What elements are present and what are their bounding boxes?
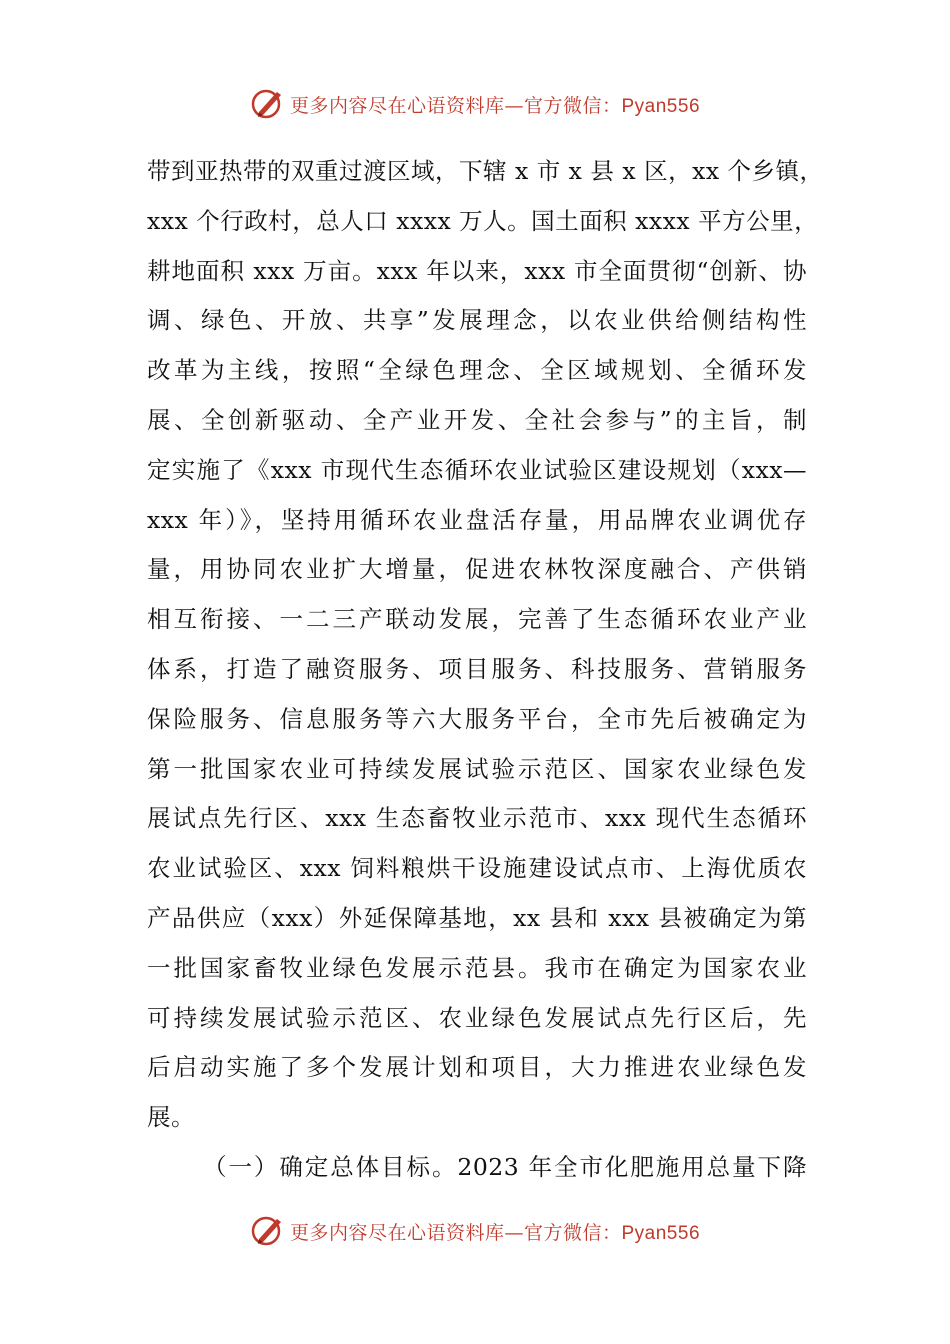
wechat-id: Pyan556: [621, 95, 701, 117]
text-line: 相互衔接、一二三产联动发展，完善了生态循环农业产业: [147, 605, 807, 634]
wechat-id: Pyan556: [621, 1222, 701, 1244]
banner-dash: —: [504, 94, 524, 117]
banner-suffix: 官方微信：: [523, 1221, 622, 1244]
section-heading-line: （一）确定总体目标。2023 年全市化肥施用总量下降: [203, 1152, 807, 1181]
text-line: 一批国家畜牧业绿色发展示范县。我市在确定为国家农业: [147, 953, 807, 982]
header-banner: [0, 84, 950, 124]
text-line: 耕地面积 xxx 万亩。xxx 年以来，xxx 市全面贯彻“创新、协: [147, 256, 807, 285]
paragraph-2: [147, 1143, 807, 1193]
text-line: 展试点先行区、xxx 生态畜牧业示范市、xxx 现代生态循环: [147, 804, 807, 833]
banner-title: [290, 1218, 700, 1245]
paragraph-1: [147, 147, 824, 1143]
text-line: 带到亚热带的双重过渡区域，下辖 x 市 x 县 x 区，xx 个乡镇，: [147, 157, 824, 185]
document-body: [147, 147, 824, 1193]
banner-title: [290, 91, 700, 118]
text-line: xxx 年）》，坚持用循环农业盘活存量，用品牌农业调优存: [147, 505, 807, 534]
text-line: 产品供应（xxx）外延保障基地，xx 县和 xxx 县被确定为第: [147, 903, 807, 932]
text-line: 体系，打造了融资服务、项目服务、科技服务、营销服务: [147, 654, 807, 683]
text-line: 量，用协同农业扩大增量，促进农林牧深度融合、产供销: [147, 555, 807, 584]
banner-dash: —: [504, 1221, 524, 1244]
text-line: 改革为主线，按照“全绿色理念、全区域规划、全循环发: [147, 356, 807, 385]
pen-logo-icon: [250, 1213, 286, 1249]
text-line: 后启动实施了多个发展计划和项目，大力推进农业绿色发: [147, 1053, 807, 1082]
text-line: 保险服务、信息服务等六大服务平台，全市先后被确定为: [147, 704, 807, 733]
text-line: 第一批国家农业可持续发展试验示范区、国家农业绿色发: [147, 754, 807, 783]
text-line: 可持续发展试验示范区、农业绿色发展试点先行区后，先: [147, 1003, 807, 1032]
pen-logo-icon: [250, 86, 286, 122]
banner-main-text: 更多内容尽在心语资料库: [289, 1221, 505, 1244]
text-line: 定实施了《xxx 市现代生态循环农业试验区建设规划（xxx—: [147, 455, 807, 484]
text-line: 农业试验区、xxx 饲料粮烘干设施建设试点市、上海优质农: [147, 854, 807, 883]
banner-suffix: 官方微信：: [523, 94, 622, 117]
text-line: 展、全创新驱动、全产业开发、全社会参与”的主旨，制: [147, 405, 807, 434]
footer-banner: [0, 1211, 950, 1251]
text-line: xxx 个行政村，总人口 xxxx 万人。国土面积 xxxx 平方公里，: [147, 206, 819, 235]
banner-main-text: 更多内容尽在心语资料库: [289, 94, 505, 117]
text-line: 调、绿色、开放、共享”发展理念，以农业供给侧结构性: [147, 306, 807, 335]
text-line: 展。: [147, 1103, 195, 1132]
